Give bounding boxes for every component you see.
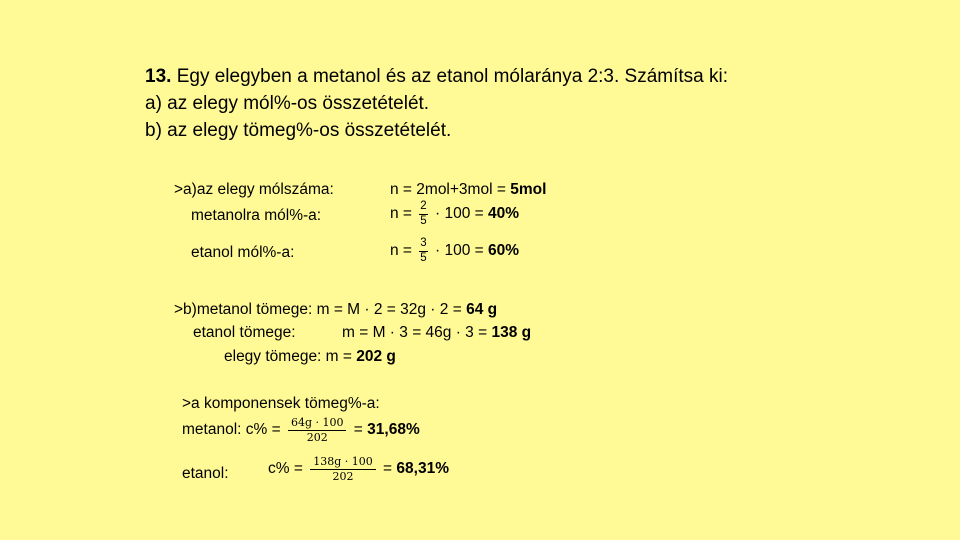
section-a-ethanol-label: etanol mól%-a:: [191, 244, 295, 261]
fraction-denominator: 202: [332, 470, 354, 483]
problem-part-b: b) az elegy tömeg%-os összetételét.: [145, 120, 452, 141]
methanol-fraction: [419, 201, 427, 227]
methanol-mass-result: 64 g: [466, 301, 498, 318]
ethanol-mass-pct-result: 68,31%: [396, 460, 449, 478]
fraction-numerator: 2: [419, 201, 427, 215]
section-b-methanol: [174, 300, 497, 320]
section-c-heading: >a komponensek tömeg%-a:: [182, 395, 380, 412]
methanol-mass-fraction: [288, 417, 347, 443]
methanol-mass-pct-result: 31,68%: [367, 421, 420, 439]
section-c-ethanol: [268, 456, 449, 482]
ethanol-mass-result: 138 g: [491, 324, 532, 341]
methanol-mass-expr: >b)metanol tömege: m = M · 2 = 32g · 2 =: [174, 301, 467, 318]
section-b-ethanol-label: etanol tömege:: [193, 324, 296, 341]
section-a-methanol-formula: [390, 201, 519, 227]
section-b-mixture: [224, 347, 396, 367]
methanol-mol-result: 40%: [488, 205, 520, 223]
fraction-denominator: 5: [420, 251, 427, 264]
ethanol-prefix: n =: [390, 242, 417, 260]
mixture-mass-expr: elegy tömege: m =: [224, 348, 357, 365]
ethanol-mass-expr: m = M · 3 = 46g · 3 =: [342, 324, 492, 341]
methanol-mass-pct-label: metanol: c% =: [182, 421, 285, 439]
problem-text: Egy elegyben a metanol és az etanol mólaránya 2:3. Számítsa ki:: [171, 66, 729, 87]
section-c-methanol: [182, 417, 420, 443]
ethanol-suffix: · 100 =: [430, 242, 489, 260]
problem-part-a: a) az elegy mól%-os összetételét.: [145, 93, 430, 114]
mixture-mass-result: 202 g: [356, 348, 396, 365]
section-a-total: [390, 180, 546, 200]
section-a-methanol-label: metanolra mól%-a:: [191, 207, 322, 224]
section-a-heading: >a)az elegy mólszáma:: [174, 181, 334, 198]
fraction-numerator: 3: [419, 238, 427, 252]
fraction-denominator: 5: [420, 214, 427, 227]
fraction-numerator: 64g · 100: [288, 417, 347, 431]
total-result: 5mol: [510, 181, 547, 198]
ethanol-mass-pct-expr: c% =: [268, 460, 308, 478]
section-b-ethanol-expr: [342, 323, 531, 343]
ethanol-fraction: [419, 238, 427, 264]
ethanol-mol-result: 60%: [488, 242, 520, 260]
methanol-prefix: n =: [390, 205, 417, 223]
equals-sign: =: [378, 460, 397, 478]
total-expr: n = 2mol+3mol =: [390, 181, 511, 198]
section-c-ethanol-label: etanol:: [182, 465, 229, 482]
fraction-denominator: 202: [306, 431, 328, 444]
problem-statement: [145, 63, 728, 144]
fraction-numerator: 138g · 100: [310, 456, 376, 470]
problem-line-1: [145, 63, 728, 90]
equals-sign: =: [349, 421, 368, 439]
problem-number: 13.: [145, 66, 172, 87]
section-a-ethanol-formula: [390, 238, 519, 264]
methanol-suffix: · 100 =: [430, 205, 489, 223]
ethanol-mass-fraction: [310, 456, 376, 482]
